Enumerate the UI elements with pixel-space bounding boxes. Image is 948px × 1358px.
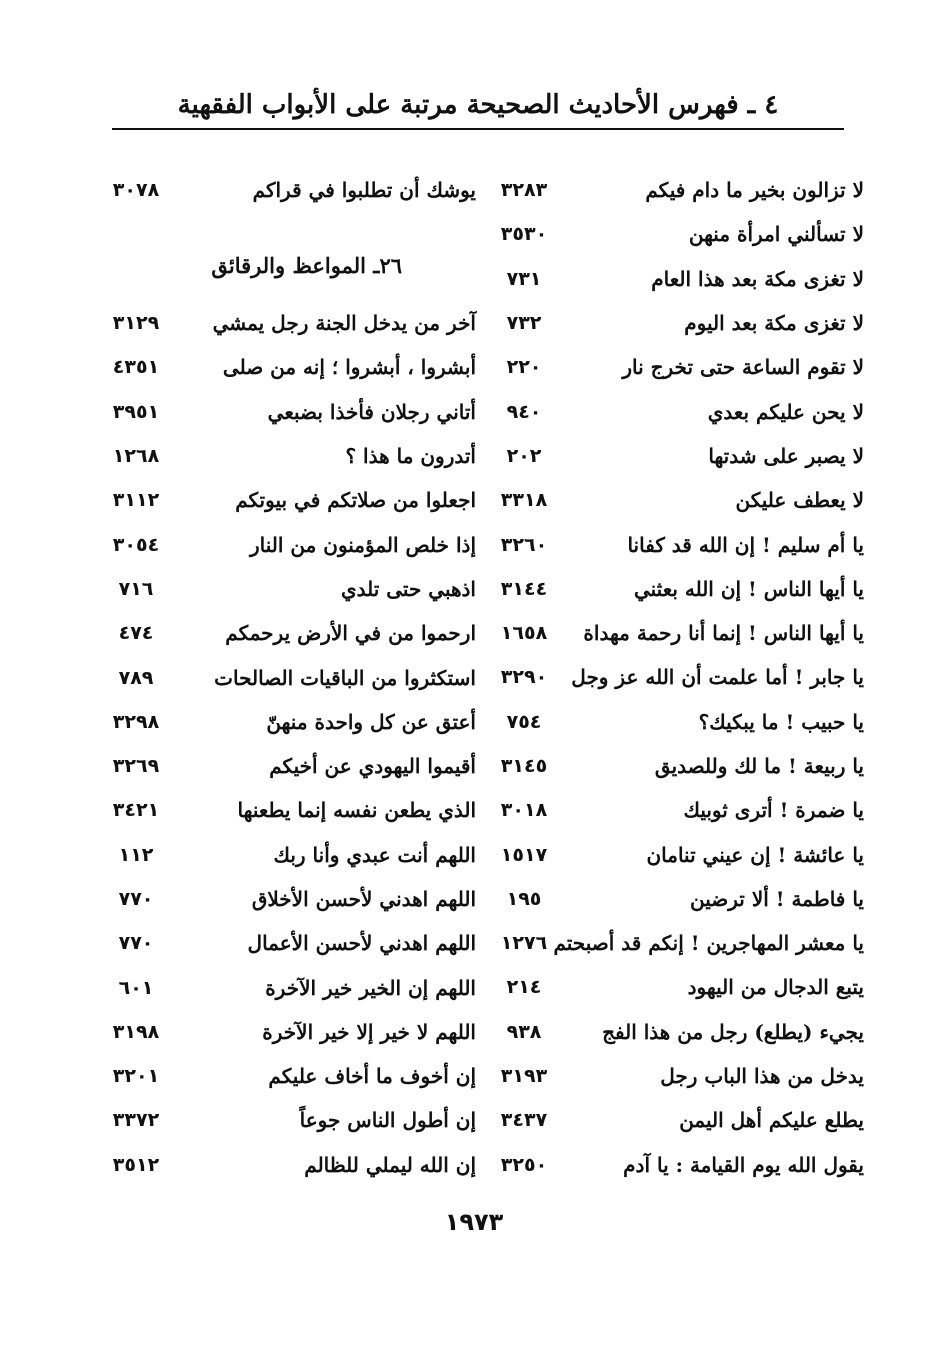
index-entry	[484, 567, 864, 611]
entry-number: ١٥١٧	[500, 843, 548, 866]
entry-number: ١٩٥	[506, 887, 542, 910]
entry-number: ٣٩٥١	[112, 400, 160, 423]
entry-number: ٣١٤٤	[500, 577, 548, 600]
entry-text: إن الله ليملي للظالم	[304, 1152, 476, 1177]
entry-text: يا جابر ! أما علمت أن الله عز وجل	[571, 665, 864, 690]
entry-number: ١٢٧٦	[500, 932, 548, 955]
section-heading: ٢٦ـ المواعظ والرقائق	[211, 253, 402, 278]
index-entry	[96, 168, 476, 212]
entry-number: ٩٣٨	[506, 1020, 542, 1043]
index-entry	[96, 390, 476, 434]
entry-text: أتاني رجلان فأخذا بضبعي	[267, 399, 476, 424]
entry-text: يا أيها الناس ! إنما أنا رحمة مهداة	[583, 621, 864, 646]
entry-text: يا حبيب ! ما يبكيك؟	[698, 709, 864, 734]
entry-number: ٣٥٣٠	[500, 223, 548, 246]
entry-text: إذا خلص المؤمنون من النار	[249, 532, 476, 557]
index-entry	[96, 345, 476, 389]
index-entry	[96, 877, 476, 921]
entry-number: ٣٢٦٩	[112, 755, 160, 778]
index-entry	[484, 1143, 864, 1187]
index-entry	[96, 1143, 476, 1187]
entry-text: لا تقوم الساعة حتى تخرج نار	[622, 355, 864, 380]
index-entry	[96, 700, 476, 744]
entry-text: اللهم لا خير إلا خير الآخرة	[262, 1019, 476, 1044]
index-entry	[96, 301, 476, 345]
entry-number: ٣٥١٢	[112, 1153, 160, 1176]
index-entry	[96, 655, 476, 699]
entry-number: ٣١٢٩	[112, 312, 160, 335]
index-entry	[484, 212, 864, 256]
index-entry	[484, 655, 864, 699]
entry-number: ٣٢٠١	[112, 1065, 160, 1088]
page-number: ١٩٧٣	[444, 1208, 504, 1236]
entry-text: اجعلوا من صلاتكم في بيوتكم	[235, 488, 476, 513]
index-entry	[484, 522, 864, 566]
entry-text: أعتق عن كل واحدة منهنّ	[266, 709, 476, 734]
entry-number: ٣١١٢	[112, 489, 160, 512]
index-entry	[484, 1098, 864, 1142]
entry-text: لا يصبر على شدتها	[708, 443, 864, 468]
index-entry	[484, 389, 864, 433]
index-entry	[96, 921, 476, 965]
entry-text: أتدرون ما هذا ؟	[345, 444, 476, 469]
entry-text: يوشك أن تطلبوا في قراكم	[252, 178, 476, 203]
entry-number: ٢٠٢	[506, 444, 542, 467]
index-entry	[96, 965, 476, 1009]
entry-text: يا عائشة ! إن عيني تنامان	[646, 842, 864, 867]
index-entry	[484, 744, 864, 788]
page-title: ٤ ـ فهرس الأحاديث الصحيحة مرتبة على الأبواب الفقهية	[112, 82, 844, 130]
entry-number: ٧٥٤	[506, 710, 542, 733]
entry-text: أقيموا اليهودي عن أخيكم	[269, 754, 476, 779]
entry-number: ٧٧٠	[118, 932, 154, 955]
entry-text: لا تزالون بخير ما دام فيكم	[645, 178, 864, 203]
entry-text: يا أيها الناس ! إن الله بعثني	[633, 576, 864, 601]
entry-number: ٣١٤٥	[500, 755, 548, 777]
entry-text: يا ربيعة ! ما لك وللصديق	[654, 754, 864, 778]
entry-text: آخر من يدخل الجنة رجل يمشي	[212, 311, 476, 336]
index-entry	[484, 257, 864, 301]
index-entry	[96, 434, 476, 478]
index-entry	[484, 832, 864, 876]
entry-number: ٣٠١٨	[500, 799, 548, 822]
index-entry	[96, 833, 476, 877]
index-entry	[484, 478, 864, 522]
entry-text: اللهم اهدني لأحسن الأعمال	[247, 931, 476, 956]
entry-number: ٣١٩٣	[500, 1065, 548, 1088]
entry-number: ٣٤٢١	[112, 799, 160, 822]
entry-text: ارحموا من في الأرض يرحمكم	[225, 621, 476, 646]
index-entry	[484, 301, 864, 345]
entry-number: ٣٢٩٨	[112, 710, 160, 733]
entry-text: يتبع الدجال من اليهود	[687, 975, 864, 1000]
entry-text: أبشروا ، أبشروا ؛ إنه من صلى	[222, 355, 476, 380]
index-entry	[484, 434, 864, 478]
entry-number: ٣٠٧٨	[112, 179, 160, 202]
entry-number: ٣٤٣٧	[500, 1109, 548, 1132]
entry-text: يا معشر المهاجرين ! إنكم قد أصبحتم	[553, 931, 864, 956]
entry-number: ٩٤٠	[506, 400, 542, 423]
entry-number: ٧٣١	[506, 267, 542, 290]
entry-number: ٣٣٧٢	[112, 1109, 160, 1132]
index-entry	[96, 522, 476, 566]
entry-number: ٣١٩٨	[112, 1020, 160, 1043]
index-entry	[96, 611, 476, 655]
entry-number: ٣٢٩٠	[500, 666, 548, 689]
entry-text: يا فاطمة ! ألا ترضين	[690, 886, 864, 911]
entry-text: لا تغزى مكة بعد هذا العام	[651, 266, 864, 291]
entry-number: ١٦٥٨	[500, 622, 548, 645]
entry-number: ٤٧٤	[118, 622, 154, 645]
index-entry	[96, 788, 476, 832]
entry-number: ٢١٤	[506, 976, 542, 999]
entry-number: ٣٢٥٠	[500, 1153, 548, 1176]
entry-text: يا أم سليم ! إن الله قد كفانا	[627, 532, 864, 557]
entry-number: ٣٠٥٤	[112, 533, 160, 556]
index-entry	[96, 1098, 476, 1142]
index-entry	[484, 788, 864, 832]
entry-number: ٧٨٩	[118, 666, 154, 689]
index-entry	[484, 168, 864, 212]
entry-text: يطلع عليكم أهل اليمن	[679, 1108, 864, 1133]
entry-number: ١٢٦٨	[112, 445, 160, 468]
entry-text: يقول الله يوم القيامة : يا آدم	[623, 1152, 864, 1177]
entry-number: ٤٣٥١	[112, 356, 160, 379]
index-entry	[484, 921, 864, 965]
index-entry	[484, 345, 864, 389]
index-entry	[96, 478, 476, 522]
index-entry	[96, 567, 476, 611]
left-column-top	[96, 168, 476, 212]
index-entry	[484, 611, 864, 655]
entry-number: ٣٢٦٠	[500, 533, 548, 556]
entry-number: ٧٧٠	[118, 888, 154, 910]
entry-text: إن أخوف ما أخاف عليكم	[268, 1064, 476, 1089]
index-entry	[96, 744, 476, 788]
index-entry	[96, 1054, 476, 1098]
left-column	[96, 301, 476, 1187]
entry-number: ٣٢٨٣	[500, 179, 548, 202]
entry-number: ٧٣٢	[506, 312, 542, 335]
entry-text: لا تسألني امرأة منهن	[688, 222, 864, 247]
entry-text: اللهم إن الخير خير الآخرة	[265, 975, 476, 1000]
entry-number: ٣٣١٨	[500, 489, 548, 512]
entry-text: لا يعطف عليكن	[735, 488, 864, 513]
entry-number: ٢٢٠	[506, 356, 542, 379]
entry-text: يجيء (يطلع) رجل من هذا الفج	[602, 1019, 864, 1044]
index-entry	[484, 965, 864, 1009]
index-entry	[96, 1010, 476, 1054]
entry-text: اذهبي حتى تلدي	[340, 576, 476, 601]
entry-number: ١١٢	[118, 843, 154, 866]
entry-text: اللهم أنت عبدي وأنا ربك	[273, 842, 476, 867]
index-entry	[484, 1010, 864, 1054]
entry-text: استكثروا من الباقيات الصالحات	[214, 665, 476, 690]
entry-text: يا ضمرة ! أترى ثوبيك	[683, 798, 864, 823]
index-entry	[484, 700, 864, 744]
entry-text: لا يحن عليكم بعدي	[707, 399, 864, 424]
entry-text: يدخل من هذا الباب رجل	[660, 1064, 864, 1089]
right-column	[484, 168, 864, 1187]
entry-text: إن أطول الناس جوعاً	[299, 1108, 476, 1133]
entry-text: اللهم اهدني لأحسن الأخلاق	[251, 887, 476, 911]
entry-text: الذي يطعن نفسه إنما يطعنها	[237, 798, 476, 823]
index-entry	[484, 1054, 864, 1098]
entry-number: ٦٠١	[118, 976, 154, 999]
entry-number: ٧١٦	[118, 577, 154, 600]
index-entry	[484, 877, 864, 921]
entry-text: لا تغزى مكة بعد اليوم	[684, 311, 864, 336]
